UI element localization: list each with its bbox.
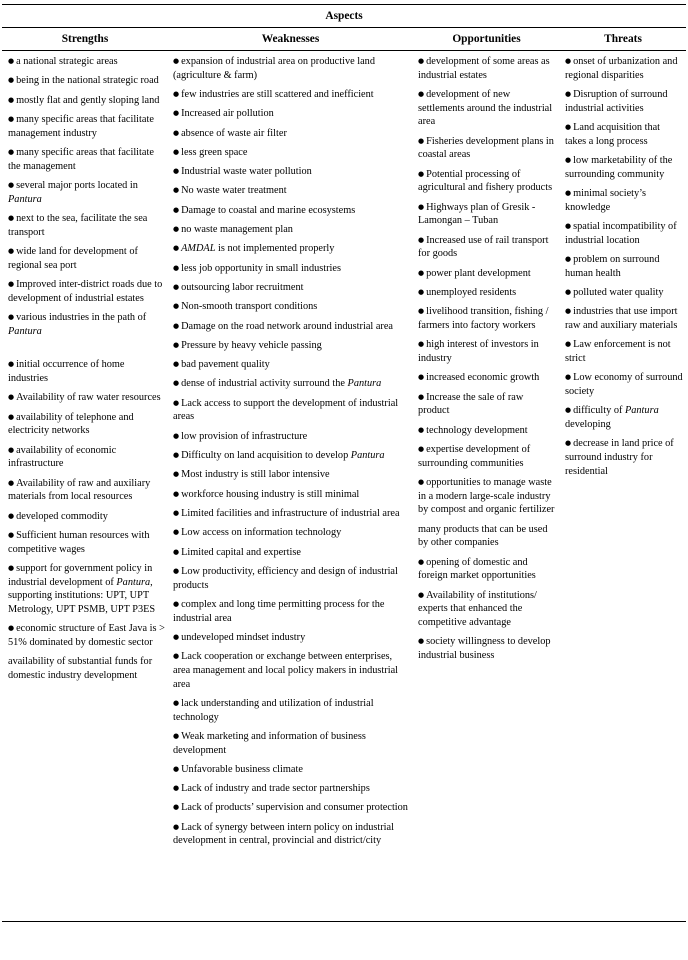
strengths-item — [8, 562, 165, 617]
item-text: Fisheries development plans in coastal areas — [418, 135, 554, 161]
weaknesses-item — [173, 223, 410, 237]
item-text: onset of urbanization and regional disparities — [565, 56, 678, 81]
bullet-icon: ● — [8, 478, 15, 487]
item-text: less green space — [181, 146, 248, 158]
threats-list — [565, 55, 683, 478]
strengths-item — [8, 655, 165, 682]
bullet-icon: ● — [418, 373, 425, 382]
item-text: low provision of infrastructure — [181, 430, 308, 442]
weaknesses-item — [173, 397, 410, 424]
threats-item — [565, 253, 683, 280]
strengths-item — [8, 113, 165, 140]
bullet-icon: ● — [8, 511, 15, 520]
item-text: difficulty of — [573, 405, 625, 417]
weaknesses-item — [173, 377, 410, 391]
item-text: wide land for development of regional sea port — [8, 245, 138, 271]
weaknesses-item — [173, 598, 410, 625]
weaknesses-item — [173, 281, 410, 295]
item-text: mostly flat and gently sloping land — [16, 94, 160, 106]
item-text: many specific areas that facilitate the management — [8, 146, 154, 172]
item-text: economic structure of East Java is > 51% dominated by domestic sector — [8, 623, 165, 648]
weaknesses-item — [173, 88, 410, 102]
bullet-icon: ● — [418, 268, 425, 277]
bullet-icon: ● — [8, 246, 15, 255]
threats-item — [565, 121, 683, 148]
bullet-icon: ● — [418, 425, 425, 434]
weaknesses-item — [173, 242, 410, 256]
item-text: Damage to coastal and marine ecosystems — [181, 204, 356, 216]
strengths-item — [8, 411, 165, 438]
bullet-icon: ● — [418, 340, 425, 349]
bullet-icon: ● — [173, 379, 180, 388]
item-text: Availability of raw and auxiliary materials from local resources — [8, 477, 151, 503]
bullet-icon: ● — [418, 90, 425, 98]
threats-item — [565, 55, 683, 82]
strengths-item — [8, 622, 165, 649]
item-text: developed commodity — [16, 510, 108, 522]
bullet-icon: ● — [173, 652, 180, 661]
weaknesses-item — [173, 184, 410, 198]
bullet-icon: ● — [418, 202, 425, 211]
opportunities-item — [418, 635, 557, 662]
item-text: spatial incompatibility of industrial location — [565, 221, 677, 246]
item-italic-term: Pantura — [350, 450, 385, 462]
item-italic-term: Pantura — [347, 378, 382, 390]
item-text: livelihood transition, fishing / farmers into factory workers — [418, 306, 549, 331]
bullet-icon: ● — [173, 731, 180, 740]
strengths-item — [8, 245, 165, 272]
weaknesses-item — [173, 697, 410, 724]
item-text: Lack of industry and trade sector partnerships — [181, 783, 370, 795]
item-text: Limited capital and expertise — [181, 546, 301, 558]
aspects-header: Aspects — [2, 5, 686, 28]
item-text: dense of industrial activity surround the — [181, 378, 348, 390]
item-text: Most industry is still labor intensive — [181, 469, 330, 481]
bullet-icon: ● — [173, 128, 180, 137]
weaknesses-item — [173, 507, 410, 521]
bullet-icon: ● — [173, 109, 180, 118]
item-text: Difficulty on land acquisition to develop — [181, 450, 351, 462]
bullet-icon: ● — [418, 477, 425, 486]
item-text: undeveloped mindset industry — [181, 631, 306, 643]
strengths-item — [8, 179, 165, 206]
opportunities-item — [418, 391, 557, 418]
weaknesses-item — [173, 358, 410, 372]
bullet-icon: ● — [565, 156, 572, 164]
item-text: less job opportunity in small industries — [181, 262, 341, 274]
opportunities-list — [418, 55, 557, 663]
item-text: opening of domestic and foreign market opportunities — [418, 556, 536, 582]
threats-item — [565, 220, 683, 247]
bullet-icon: ● — [173, 698, 180, 707]
bullet-icon: ● — [173, 508, 180, 517]
opportunities-header: Opportunities — [413, 28, 560, 51]
threats-item — [565, 371, 683, 398]
bullet-icon: ● — [565, 439, 572, 448]
item-text: industries that use import raw and auxiliary materials — [565, 306, 678, 331]
item-text: no waste management plan — [181, 224, 293, 236]
weaknesses-item — [173, 526, 410, 540]
bullet-icon: ● — [173, 302, 180, 311]
bullet-icon: ● — [173, 186, 180, 195]
opportunities-item — [418, 267, 557, 281]
bullet-icon: ● — [8, 57, 15, 65]
bullet-icon: ● — [173, 147, 180, 156]
swot-table — [2, 4, 686, 922]
weaknesses-item — [173, 782, 410, 796]
opportunities-item — [418, 476, 557, 517]
bullet-icon: ● — [173, 263, 180, 272]
threats-item — [565, 187, 683, 214]
bullet-icon: ● — [565, 222, 572, 230]
strengths-item — [8, 55, 165, 69]
bullet-icon: ● — [8, 147, 15, 156]
threats-item — [565, 338, 683, 365]
weaknesses-item — [173, 821, 410, 848]
bullet-icon: ● — [173, 784, 180, 793]
item-text: expansion of industrial area on productive land (agriculture & farm) — [173, 56, 375, 81]
item-italic-term: Pantura — [8, 193, 42, 205]
weaknesses-item — [173, 262, 410, 276]
bullet-icon: ● — [173, 764, 180, 773]
item-text: Law enforcement is not strict — [565, 339, 671, 364]
bullet-icon: ● — [8, 563, 15, 572]
item-text: minimal society’s knowledge — [565, 188, 647, 213]
bullet-icon: ● — [418, 590, 425, 599]
bullet-icon: ● — [8, 76, 15, 85]
bullet-icon: ● — [173, 599, 180, 608]
bullet-icon: ● — [173, 57, 180, 65]
bullet-icon: ● — [565, 255, 572, 263]
strengths-cell — [2, 51, 168, 922]
strengths-item — [8, 278, 165, 305]
item-text: Lack of synergy between intern policy on industrial development in central, provincial and district/city — [173, 821, 394, 847]
item-text: a national strategic areas — [16, 56, 118, 67]
bullet-icon: ● — [173, 470, 180, 479]
threats-item — [565, 88, 683, 115]
item-text: problem on surround human health — [565, 254, 660, 279]
threats-item — [565, 154, 683, 181]
bullet-icon: ● — [8, 312, 15, 321]
item-text: Disruption of surround industrial activities — [565, 89, 668, 114]
bullet-icon: ● — [173, 225, 180, 234]
item-text: Availability of institutions/ experts that enhanced the competitive advantage — [418, 589, 537, 628]
bullet-icon: ● — [173, 451, 180, 460]
weaknesses-item — [173, 127, 410, 141]
weaknesses-item — [173, 650, 410, 691]
weaknesses-item — [173, 165, 410, 179]
bullet-icon: ● — [418, 57, 425, 65]
bullet-icon: ● — [173, 90, 180, 98]
bullet-icon: ● — [173, 803, 180, 812]
bullet-icon: ● — [418, 169, 425, 178]
strengths-header: Strengths — [2, 28, 168, 51]
item-text: developing — [565, 419, 611, 430]
threats-item — [565, 286, 683, 300]
item-text: Increased use of rail transport for goods — [418, 234, 549, 260]
item-text: several major ports located in — [16, 179, 138, 191]
weaknesses-item — [173, 55, 410, 82]
item-text: Weak marketing and information of business development — [173, 730, 366, 756]
item-text: opportunities to manage waste in a modern large-scale industry by compost and organic fertilizer — [418, 476, 555, 516]
threats-cell — [560, 51, 686, 922]
bullet-icon: ● — [8, 180, 15, 189]
item-text: Lack cooperation or exchange between enterprises, area management and local policy makers in industrial area — [173, 651, 399, 690]
opportunities-item — [418, 88, 557, 129]
strengths-item — [8, 94, 165, 108]
strengths-item — [8, 311, 165, 338]
threats-header: Threats — [560, 28, 686, 51]
strengths-item — [8, 444, 165, 471]
opportunities-item — [418, 55, 557, 82]
bullet-icon: ● — [565, 90, 572, 98]
opportunities-item — [418, 201, 557, 228]
opportunities-item — [418, 168, 557, 195]
item-italic-term: Pantura — [116, 576, 151, 588]
item-italic-term: AMDAL — [181, 243, 216, 255]
opportunities-item — [418, 135, 557, 162]
item-text: Low productivity, efficiency and design of industrial products — [173, 565, 398, 591]
bullet-icon: ● — [418, 235, 425, 244]
opportunities-cell — [413, 51, 560, 922]
item-text: Low access on information technology — [181, 527, 342, 539]
item-text: No waste water treatment — [181, 185, 287, 197]
item-text: Highways plan of Gresik - Lamongan – Tuban — [418, 201, 536, 227]
bullet-icon: ● — [418, 557, 425, 566]
opportunities-item — [418, 589, 557, 630]
item-text: many specific areas that facilitate management industry — [8, 113, 154, 139]
item-text: technology development — [426, 424, 528, 436]
bullet-icon: ● — [565, 57, 572, 65]
item-text: high interest of investors in industry — [418, 339, 539, 364]
item-text: expertise development of surrounding communities — [418, 443, 531, 469]
item-text: bad pavement quality — [181, 359, 270, 371]
item-text: Pressure by heavy vehicle passing — [181, 339, 322, 351]
opportunities-item — [418, 234, 557, 261]
weaknesses-item — [173, 320, 410, 334]
strengths-item — [8, 391, 165, 405]
weaknesses-item — [173, 300, 410, 314]
item-text: society willingness to develop industrial business — [418, 636, 551, 661]
strengths-item — [8, 529, 165, 556]
item-text: power plant development — [426, 267, 531, 279]
opportunities-item — [418, 371, 557, 385]
bullet-icon: ● — [8, 213, 15, 222]
bullet-icon: ● — [173, 632, 180, 641]
weaknesses-item — [173, 546, 410, 560]
item-text: Industrial waste water pollution — [181, 166, 312, 178]
bullet-icon: ● — [418, 307, 425, 316]
item-italic-term: Pantura — [8, 325, 42, 337]
bullet-icon: ● — [8, 95, 15, 104]
bullet-icon: ● — [173, 321, 180, 330]
item-text: support for government policy in industrial development of — [8, 562, 153, 588]
item-text: increased economic growth — [426, 372, 540, 384]
bullet-icon: ● — [565, 406, 572, 415]
bullet-icon: ● — [8, 393, 15, 402]
item-text: development of some areas as industrial estates — [418, 56, 550, 81]
strengths-item — [8, 510, 165, 524]
bullet-icon: ● — [565, 288, 572, 296]
strengths-list — [8, 55, 165, 683]
opportunities-item — [418, 286, 557, 300]
bullet-icon: ● — [173, 340, 180, 349]
bullet-icon: ● — [418, 392, 425, 401]
weaknesses-cell — [168, 51, 413, 922]
bullet-icon: ● — [8, 624, 15, 633]
weaknesses-item — [173, 430, 410, 444]
item-text: availability of telephone and electricity networks — [8, 411, 134, 437]
strengths-item — [8, 212, 165, 239]
item-text: initial occurrence of home industries — [8, 359, 125, 384]
bullet-icon: ● — [8, 445, 15, 454]
item-text: Potential processing of agricultural and fishery products — [418, 168, 553, 194]
item-text: Improved inter-district roads due to development of industrial estates — [8, 278, 163, 304]
opportunities-item — [418, 443, 557, 470]
bullet-icon: ● — [8, 114, 15, 123]
threats-item — [565, 437, 683, 478]
bullet-icon: ● — [173, 547, 180, 556]
weaknesses-item — [173, 565, 410, 592]
bullet-icon: ● — [173, 398, 180, 407]
item-text: Unfavorable business climate — [181, 763, 303, 775]
bullet-icon: ● — [565, 373, 572, 382]
weaknesses-item — [173, 449, 410, 463]
item-italic-term: Pantura — [624, 405, 659, 417]
bullet-icon: ● — [173, 431, 180, 440]
opportunities-item — [418, 556, 557, 583]
item-text: various industries in the path of — [16, 311, 147, 323]
bullet-icon: ● — [173, 528, 180, 537]
item-text: low marketability of the surrounding community — [565, 155, 673, 180]
bullet-icon: ● — [565, 340, 572, 349]
item-text: development of new settlements around the industrial area — [418, 89, 553, 128]
bullet-icon: ● — [418, 136, 425, 145]
item-text: workforce housing industry is still minimal — [181, 488, 360, 500]
bullet-icon: ● — [173, 282, 180, 291]
item-text: unemployed residents — [426, 287, 517, 298]
bullet-icon: ● — [173, 244, 180, 253]
item-text: Non-smooth transport conditions — [181, 301, 318, 313]
bullet-icon: ● — [565, 189, 572, 197]
threats-item — [565, 305, 683, 332]
item-text: absence of waste air filter — [181, 127, 287, 139]
bullet-icon: ● — [173, 205, 180, 214]
bullet-icon: ● — [8, 360, 15, 369]
item-text: Lack of products’ supervision and consumer protection — [181, 802, 408, 814]
bullet-icon: ● — [173, 360, 180, 369]
bullet-icon: ● — [418, 444, 425, 453]
bullet-icon: ● — [8, 279, 15, 288]
weaknesses-item — [173, 146, 410, 160]
item-text: Availability of raw water resources — [16, 392, 161, 404]
opportunities-item — [418, 523, 557, 550]
weaknesses-list — [173, 55, 410, 848]
strengths-item — [8, 477, 165, 504]
weaknesses-item — [173, 488, 410, 502]
strengths-item — [8, 146, 165, 173]
threats-item — [565, 404, 683, 431]
bullet-icon: ● — [173, 822, 180, 831]
opportunities-item — [418, 305, 557, 332]
bullet-icon: ● — [8, 412, 15, 421]
weaknesses-item — [173, 631, 410, 645]
item-text: next to the sea, facilitate the sea transport — [8, 212, 148, 238]
item-text: outsourcing labor recruitment — [181, 281, 304, 293]
item-text: Land acquisition that takes a long process — [565, 122, 661, 147]
opportunities-item — [418, 424, 557, 438]
item-text: Sufficient human resources with competitive wages — [8, 529, 150, 555]
weaknesses-item — [173, 730, 410, 757]
bullet-icon: ● — [565, 123, 572, 131]
weaknesses-item — [173, 204, 410, 218]
item-text: Increased air pollution — [181, 108, 274, 120]
item-text: few industries are still scattered and inefficient — [181, 89, 374, 100]
weaknesses-header: Weaknesses — [168, 28, 413, 51]
item-text: polluted water quality — [573, 287, 664, 298]
strengths-item — [8, 74, 165, 88]
item-text: availability of economic infrastructure — [8, 444, 117, 470]
item-text: availability of substantial funds for domestic industry development — [8, 656, 153, 681]
weaknesses-item — [173, 801, 410, 815]
item-text: , supporting institutions: UPT, UPT Metrology, UPT PSMB, UPT P3ES — [8, 576, 156, 615]
weaknesses-item — [173, 339, 410, 353]
weaknesses-item — [173, 107, 410, 121]
bullet-icon: ● — [173, 167, 180, 176]
item-text: Lack access to support the development of industrial areas — [173, 397, 399, 423]
item-text: Limited facilities and infrastructure of industrial area — [181, 507, 400, 519]
item-text: Increase the sale of raw product — [418, 391, 524, 417]
bullet-icon: ● — [418, 637, 425, 646]
weaknesses-item — [173, 468, 410, 482]
item-text: is not implemented properly — [215, 243, 335, 255]
item-text: lack understanding and utilization of industrial technology — [173, 697, 374, 723]
item-text: being in the national strategic road — [16, 75, 159, 87]
item-text: Damage on the road network around industrial area — [181, 320, 393, 332]
bullet-icon: ● — [173, 489, 180, 498]
item-text: decrease in land price of surround industry for residential — [565, 438, 674, 477]
bullet-icon: ● — [173, 566, 180, 575]
strengths-item — [8, 358, 165, 385]
item-text: many products that can be used by other companies — [418, 523, 548, 549]
bullet-icon: ● — [418, 288, 425, 296]
item-text: Low economy of surround society — [565, 372, 683, 397]
bullet-icon: ● — [8, 530, 15, 539]
opportunities-item — [418, 338, 557, 365]
weaknesses-item — [173, 763, 410, 777]
item-text: complex and long time permitting process for the industrial area — [173, 598, 385, 624]
bullet-icon: ● — [565, 307, 572, 316]
